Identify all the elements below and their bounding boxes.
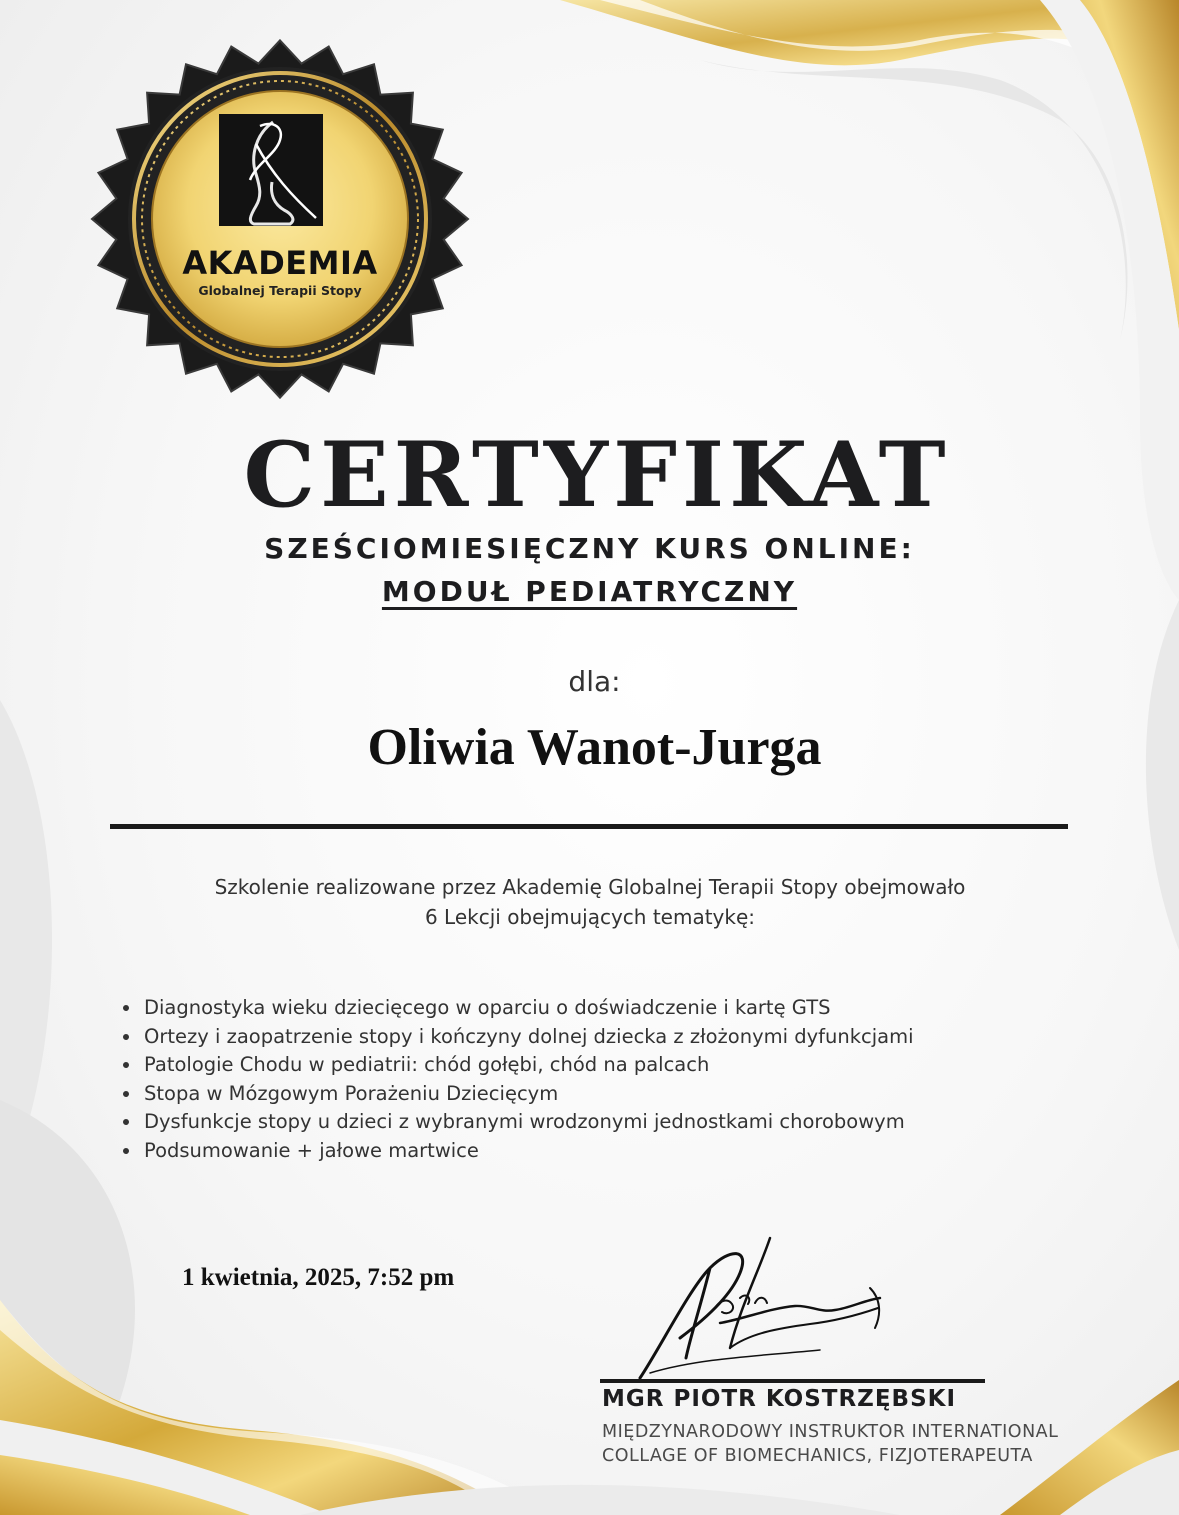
list-item: • Podsumowanie + jałowe martwice <box>142 1137 914 1166</box>
signer-title-line-1: MIĘDZYNARODOWY INSTRUKTOR INTERNATIONAL <box>602 1422 1059 1442</box>
akademia-seal <box>60 24 500 414</box>
for-label: dla: <box>568 665 621 698</box>
list-item: • Diagnostyka wieku dziecięcego w oparciu o doświadczenie i kartę GTS <box>142 994 914 1023</box>
signer-name: MGR PIOTR KOSTRZĘBSKI <box>602 1386 957 1412</box>
list-item: • Stopa w Mózgowym Porażeniu Dziecięcym <box>142 1080 914 1109</box>
signature-line <box>600 1379 985 1383</box>
list-item: • Dysfunkcje stopy u dzieci z wybranymi wrodzonymi jednostkami chorobowym <box>142 1108 914 1137</box>
issue-date: 1 kwietnia, 2025, 7:52 pm <box>182 1264 455 1291</box>
intro-line-2: 6 Lekcji obejmujących tematykę: <box>424 905 756 929</box>
module-name <box>0 575 1179 608</box>
course-subtitle: SZEŚCIOMIESIĘCZNY KURS ONLINE: <box>264 532 915 565</box>
list-item: • Patologie Chodu w pediatrii: chód gołębi, chód na palcach <box>142 1051 914 1080</box>
list-item: • Ortezy i zaopatrzenie stopy i kończyny dolnej dziecka z złożonymi dyfunkcjami <box>142 1023 914 1052</box>
logo-tagline: Globalnej Terapii Stopy <box>198 283 362 298</box>
intro-text <box>90 872 1090 932</box>
signer-title-line-2: COLLAGE OF BIOMECHANICS, FIZJOTERAPEUTA <box>602 1446 1033 1466</box>
module-name-text: MODUŁ PEDIATRYCZNY <box>381 575 798 608</box>
handwritten-signature <box>620 1228 920 1388</box>
intro-line-1: Szkolenie realizowane przez Akademię Globalnej Terapii Stopy obejmowało <box>214 875 966 899</box>
recipient-name: Oliwia Wanot-Jurga <box>367 719 822 776</box>
topics-list <box>112 994 914 1165</box>
name-divider <box>110 824 1068 829</box>
certificate-title: CERTYFIKAT <box>243 422 951 528</box>
logo-name: AKADEMIA <box>182 244 378 282</box>
